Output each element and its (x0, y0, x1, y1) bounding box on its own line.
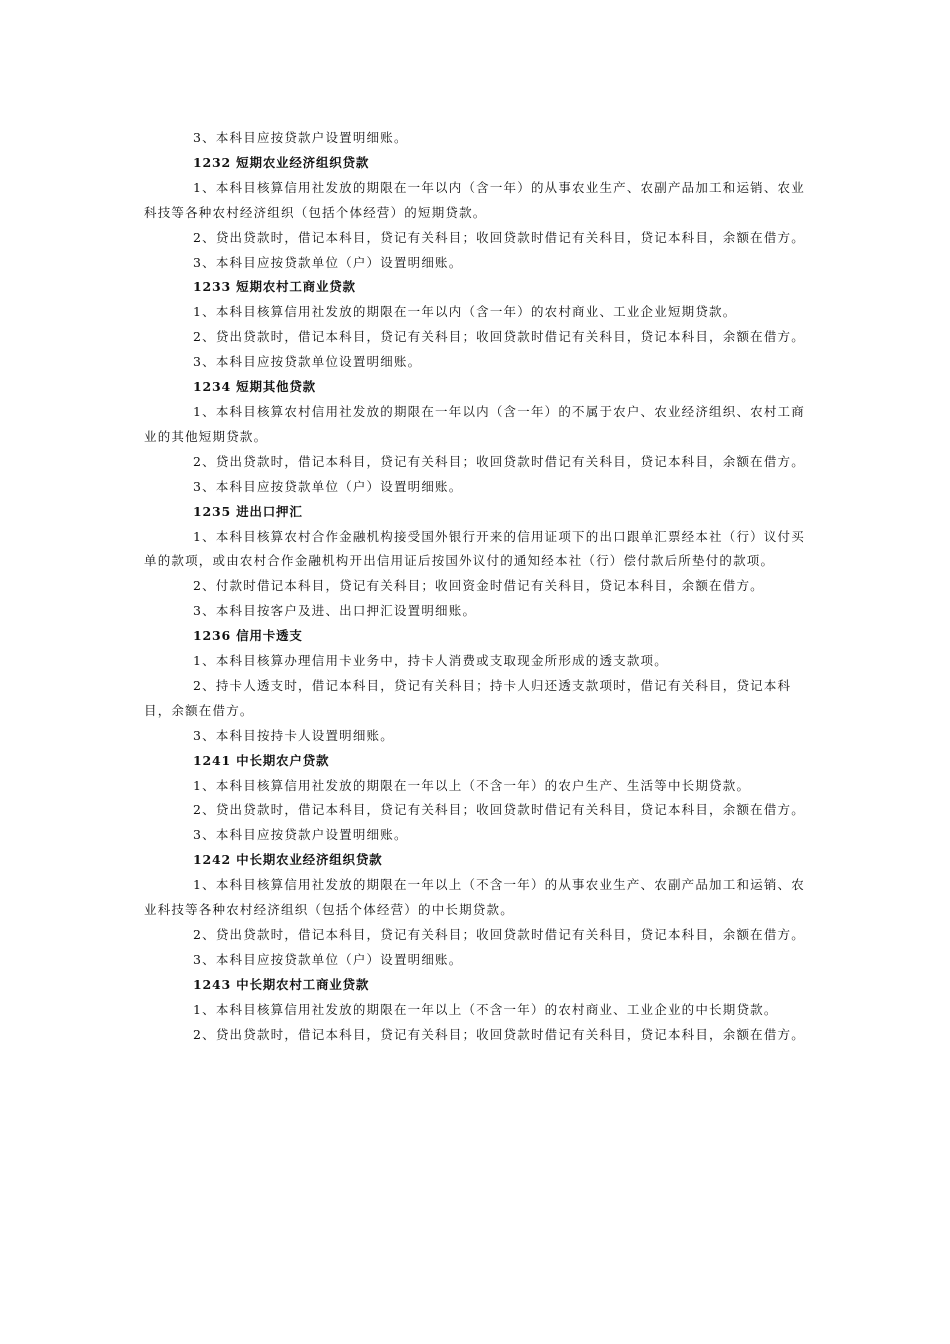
paragraph: 3、本科目按客户及进、出口押汇设置明细账。 (193, 603, 477, 619)
paragraph: 2、贷出贷款时，借记本科目，贷记有关科目；收回贷款时借记有关科目，贷记本科目，余额在借方。 (193, 329, 805, 345)
paragraph: 3、本科目按持卡人设置明细账。 (193, 727, 394, 743)
section-heading: 1236 信用卡透支 (193, 628, 303, 644)
paragraph: 1、本科目核算信用社发放的期限在一年以上（不含一年）的农户生产、生活等中长期贷款。 (193, 777, 751, 793)
paragraph: 1、本科目核算信用社发放的期限在一年以内（含一年）的从事农业生产、农副产品加工和运销、农业科技等各种农村经济组织（包括个体经营）的短期贷款。 (144, 179, 805, 220)
paragraph: 1、本科目核算信用社发放的期限在一年以上（不含一年）的从事农业生产、农副产品加工和运销、农业科技等各种农村经济组织（包括个体经营）的中长期贷款。 (144, 877, 805, 918)
paragraph: 2、贷出贷款时，借记本科目，贷记有关科目；收回贷款时借记有关科目，贷记本科目，余额在借方。 (193, 229, 805, 245)
section-heading: 1233 短期农村工商业贷款 (193, 279, 356, 295)
section-heading: 1242 中长期农业经济组织贷款 (193, 852, 383, 868)
paragraph: 2、贷出贷款时，借记本科目，贷记有关科目；收回贷款时借记有关科目，贷记本科目，余额在借方。 (193, 927, 805, 942)
section-heading: 1241 中长期农户贷款 (193, 752, 330, 768)
paragraph: 1、本科目核算信用社发放的期限在一年以上（不含一年）的农村商业、工业企业的中长期贷款。 (193, 1001, 778, 1017)
paragraph: 3、本科目应按贷款户设置明细账。 (193, 827, 408, 843)
section-heading: 1234 短期其他贷款 (193, 379, 316, 395)
paragraph: 1、本科目核算农村合作金融机构接受国外银行开来的信用证项下的出口跟单汇票经本社（行）议付买单的款项，或由农村合作金融机构开出信用证后按国外议付的通知经本社（行）偿付款后所垫付的款项。 (144, 528, 805, 569)
document-body (144, 126, 809, 1048)
paragraph: 2、贷出贷款时，借记本科目，贷记有关科目；收回贷款时借记有关科目，贷记本科目，余额在借方。 (193, 453, 805, 469)
section-heading: 1243 中长期农村工商业贷款 (193, 976, 370, 992)
paragraph: 1、本科目核算办理信用卡业务中，持卡人消费或支取现金所形成的透支款项。 (193, 653, 668, 669)
paragraph: 1、本科目核算信用社发放的期限在一年以内（含一年）的农村商业、工业企业短期贷款。 (193, 304, 737, 320)
paragraph: 3、本科目应按贷款户设置明细账。 (193, 130, 408, 145)
paragraph: 1、本科目核算农村信用社发放的期限在一年以内（含一年）的不属于农户、农业经济组织、农村工商业的其他短期贷款。 (144, 403, 805, 444)
section-heading: 1235 进出口押汇 (193, 503, 303, 519)
paragraph: 2、贷出贷款时，借记本科目，贷记有关科目；收回贷款时借记有关科目，贷记本科目，余额在借方。 (193, 1026, 805, 1042)
paragraph: 3、本科目应按贷款单位设置明细账。 (193, 354, 422, 370)
paragraph: 3、本科目应按贷款单位（户）设置明细账。 (193, 478, 463, 494)
section-heading: 1232 短期农业经济组织贷款 (193, 154, 370, 170)
paragraph: 3、本科目应按贷款单位（户）设置明细账。 (193, 951, 463, 967)
paragraph: 2、贷出贷款时，借记本科目，贷记有关科目；收回贷款时借记有关科目，贷记本科目，余额在借方。 (193, 802, 805, 818)
paragraph: 3、本科目应按贷款单位（户）设置明细账。 (193, 254, 463, 270)
paragraph: 2、持卡人透支时，借记本科目，贷记有关科目；持卡人归还透支款项时，借记有关科目，贷记本科目，余额在借方。 (144, 677, 792, 718)
paragraph: 2、付款时借记本科目，贷记有关科目；收回资金时借记有关科目，贷记本科目，余额在借方。 (193, 578, 764, 594)
